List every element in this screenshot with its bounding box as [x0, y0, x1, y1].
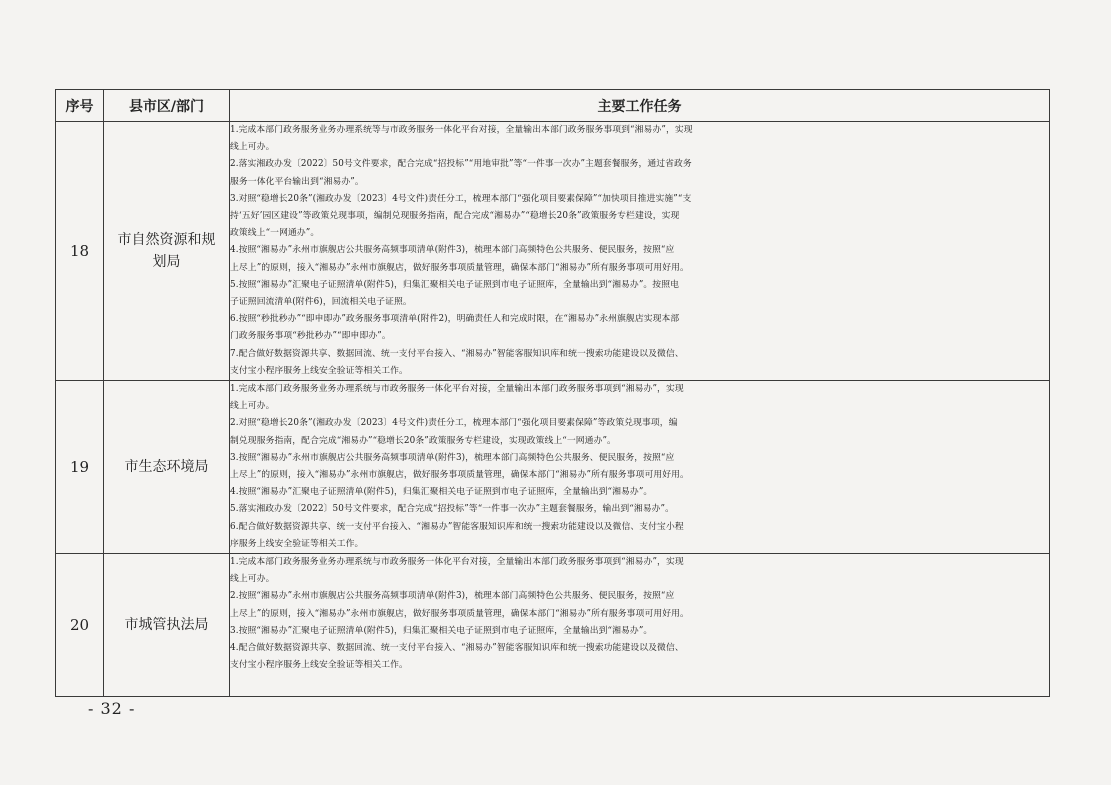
department-name-line: 市生态环境局 [124, 459, 209, 476]
department-name-line: 市城管执法局 [124, 617, 209, 634]
task-line: 3.按照“湘易办”永州市旗舰店公共服务高频事项清单(附件3)，梳理本部门高频特色公共服务、便民服务，按照“应 [230, 452, 675, 463]
task-line: 2.按照“湘易办”永州市旗舰店公共服务高频事项清单(附件3)，梳理本部门高频特色公共服务、便民服务，按照“应 [230, 591, 675, 602]
task-line: 服务一体化平台输出到“湘易办”。 [230, 176, 364, 187]
task-line: 上尽上”的原则，接入“湘易办”永州市旗舰店，做好服务事项质量管理，确保本部门“湘易办”所有服务事项可用好用。 [230, 470, 689, 481]
task-line: 上尽上”的原则，接入“湘易办”永州市旗舰店，做好服务事项质量管理，确保本部门“湘易办”所有服务事项可用好用。 [230, 262, 689, 273]
department-cell [104, 554, 230, 697]
tasks-cell [230, 122, 1050, 381]
table-body [56, 122, 1050, 697]
task-line: 序服务上线安全验证等相关工作。 [230, 538, 364, 549]
tasks-cell [230, 381, 1050, 554]
task-line: 6.配合做好数据资源共享、统一支付平台接入、“湘易办”智能客服知识库和统一搜索功能建设以及微信、支付宝小程 [230, 521, 684, 532]
table-row [56, 554, 1050, 697]
task-line: 1.完成本部门政务服务业务办理系统与市政务服务一体化平台对接，全量输出本部门政务服务事项到“湘易办”，实现 [230, 557, 684, 568]
row-number: 19 [56, 381, 104, 554]
task-table [55, 89, 1050, 697]
task-line: 4.配合做好数据资源共享、数据回流、统一支付平台接入、“湘易办”智能客服知识库和统一搜索功能建设以及微信、 [230, 643, 684, 654]
task-line: 线上可办。 [230, 142, 275, 153]
task-line: 线上可办。 [230, 574, 275, 585]
table-header-row [56, 90, 1050, 122]
task-line: 支付宝小程序服务上线安全验证等相关工作。 [230, 365, 408, 376]
table-row [56, 381, 1050, 554]
task-line: 持‘五好’园区建设”等政策兑现事项，编制兑现服务指南，配合完成“湘易办”“稳增长20条”政策服务专栏建设，实现 [230, 211, 680, 222]
task-line: 制兑现服务指南，配合完成“湘易办”“稳增长20条”政策服务专栏建设，实现政策线上“一网通办”。 [230, 435, 616, 446]
tasks-cell [230, 554, 1050, 697]
department-cell [104, 122, 230, 381]
task-line: 5.按照“湘易办”汇聚电子证照清单(附件5)，归集汇聚相关电子证照到市电子证照库，全量输出到“湘易办”。按照电 [230, 279, 680, 290]
task-line: 1.完成本部门政务服务业务办理系统等与市政务服务一体化平台对接，全量输出本部门政务服务事项到“湘易办”，实现 [230, 125, 693, 135]
task-line: 政策线上“一网通办”。 [230, 228, 320, 239]
task-line: 4.按照“湘易办”永州市旗舰店公共服务高频事项清单(附件3)，梳理本部门高频特色公共服务、便民服务，按照“应 [230, 245, 675, 256]
department-name-line: 划局 [152, 254, 181, 271]
row-number: 18 [56, 122, 104, 381]
header-dept: 县市区/部门 [104, 90, 230, 122]
task-line: 1.完成本部门政务服务业务办理系统与市政务服务一体化平台对接，全量输出本部门政务服务事项到“湘易办”，实现 [230, 384, 684, 395]
task-line: 4.按照“湘易办”汇聚电子证照清单(附件5)，归集汇聚相关电子证照到市电子证照库，全量输出到“湘易办”。 [230, 487, 653, 498]
department-cell [104, 381, 230, 554]
task-line: 5.落实湘政办发〔2022〕50号文件要求，配合完成“招投标”等“一件事一次办”主题套餐服务，输出到“湘易办”。 [230, 504, 675, 515]
task-line: 6.按照“秒批秒办”“即申即办”政务服务事项清单(附件2)，明确责任人和完成时限，在“湘易办”永州旗舰店实现本部 [230, 314, 680, 325]
header-tasks: 主要工作任务 [230, 90, 1050, 122]
task-line: 支付宝小程序服务上线安全验证等相关工作。 [230, 660, 408, 671]
row-number: 20 [56, 554, 104, 697]
task-line: 7.配合做好数据资源共享、数据回流、统一支付平台接入、“湘易办”智能客服知识库和统一搜索功能建设以及微信、 [230, 348, 684, 359]
task-line: 线上可办。 [230, 401, 275, 412]
task-line: 3.对照“稳增长20条”(湘政办发〔2023〕4号文件)责任分工，梳理本部门“强化项目要素保障”“加快项目推进实施”“支 [230, 193, 692, 204]
task-line: 门政务服务事项“秒批秒办”“即申即办”。 [230, 331, 391, 342]
task-line: 3.按照“湘易办”汇聚电子证照清单(附件5)，归集汇聚相关电子证照到市电子证照库，全量输出到“湘易办”。 [230, 625, 653, 636]
page-number: - 32 - [88, 699, 136, 718]
task-line: 上尽上”的原则，接入“湘易办”永州市旗舰店，做好服务事项质量管理，确保本部门“湘易办”所有服务事项可用好用。 [230, 608, 689, 619]
task-line: 2.落实湘政办发〔2022〕50号文件要求，配合完成“招投标”“用地审批”等“一件事一次办”主题套餐服务，通过省政务 [230, 159, 692, 170]
table-row [56, 122, 1050, 381]
department-name-line: 市自然资源和规 [117, 232, 216, 249]
task-line: 子证照回流清单(附件6)，回流相关电子证照。 [230, 297, 412, 308]
task-line: 2.对照“稳增长20条”(湘政办发〔2023〕4号文件)责任分工，梳理本部门“强化项目要素保障”等政策兑现事项，编 [230, 418, 678, 429]
header-no: 序号 [56, 90, 104, 122]
